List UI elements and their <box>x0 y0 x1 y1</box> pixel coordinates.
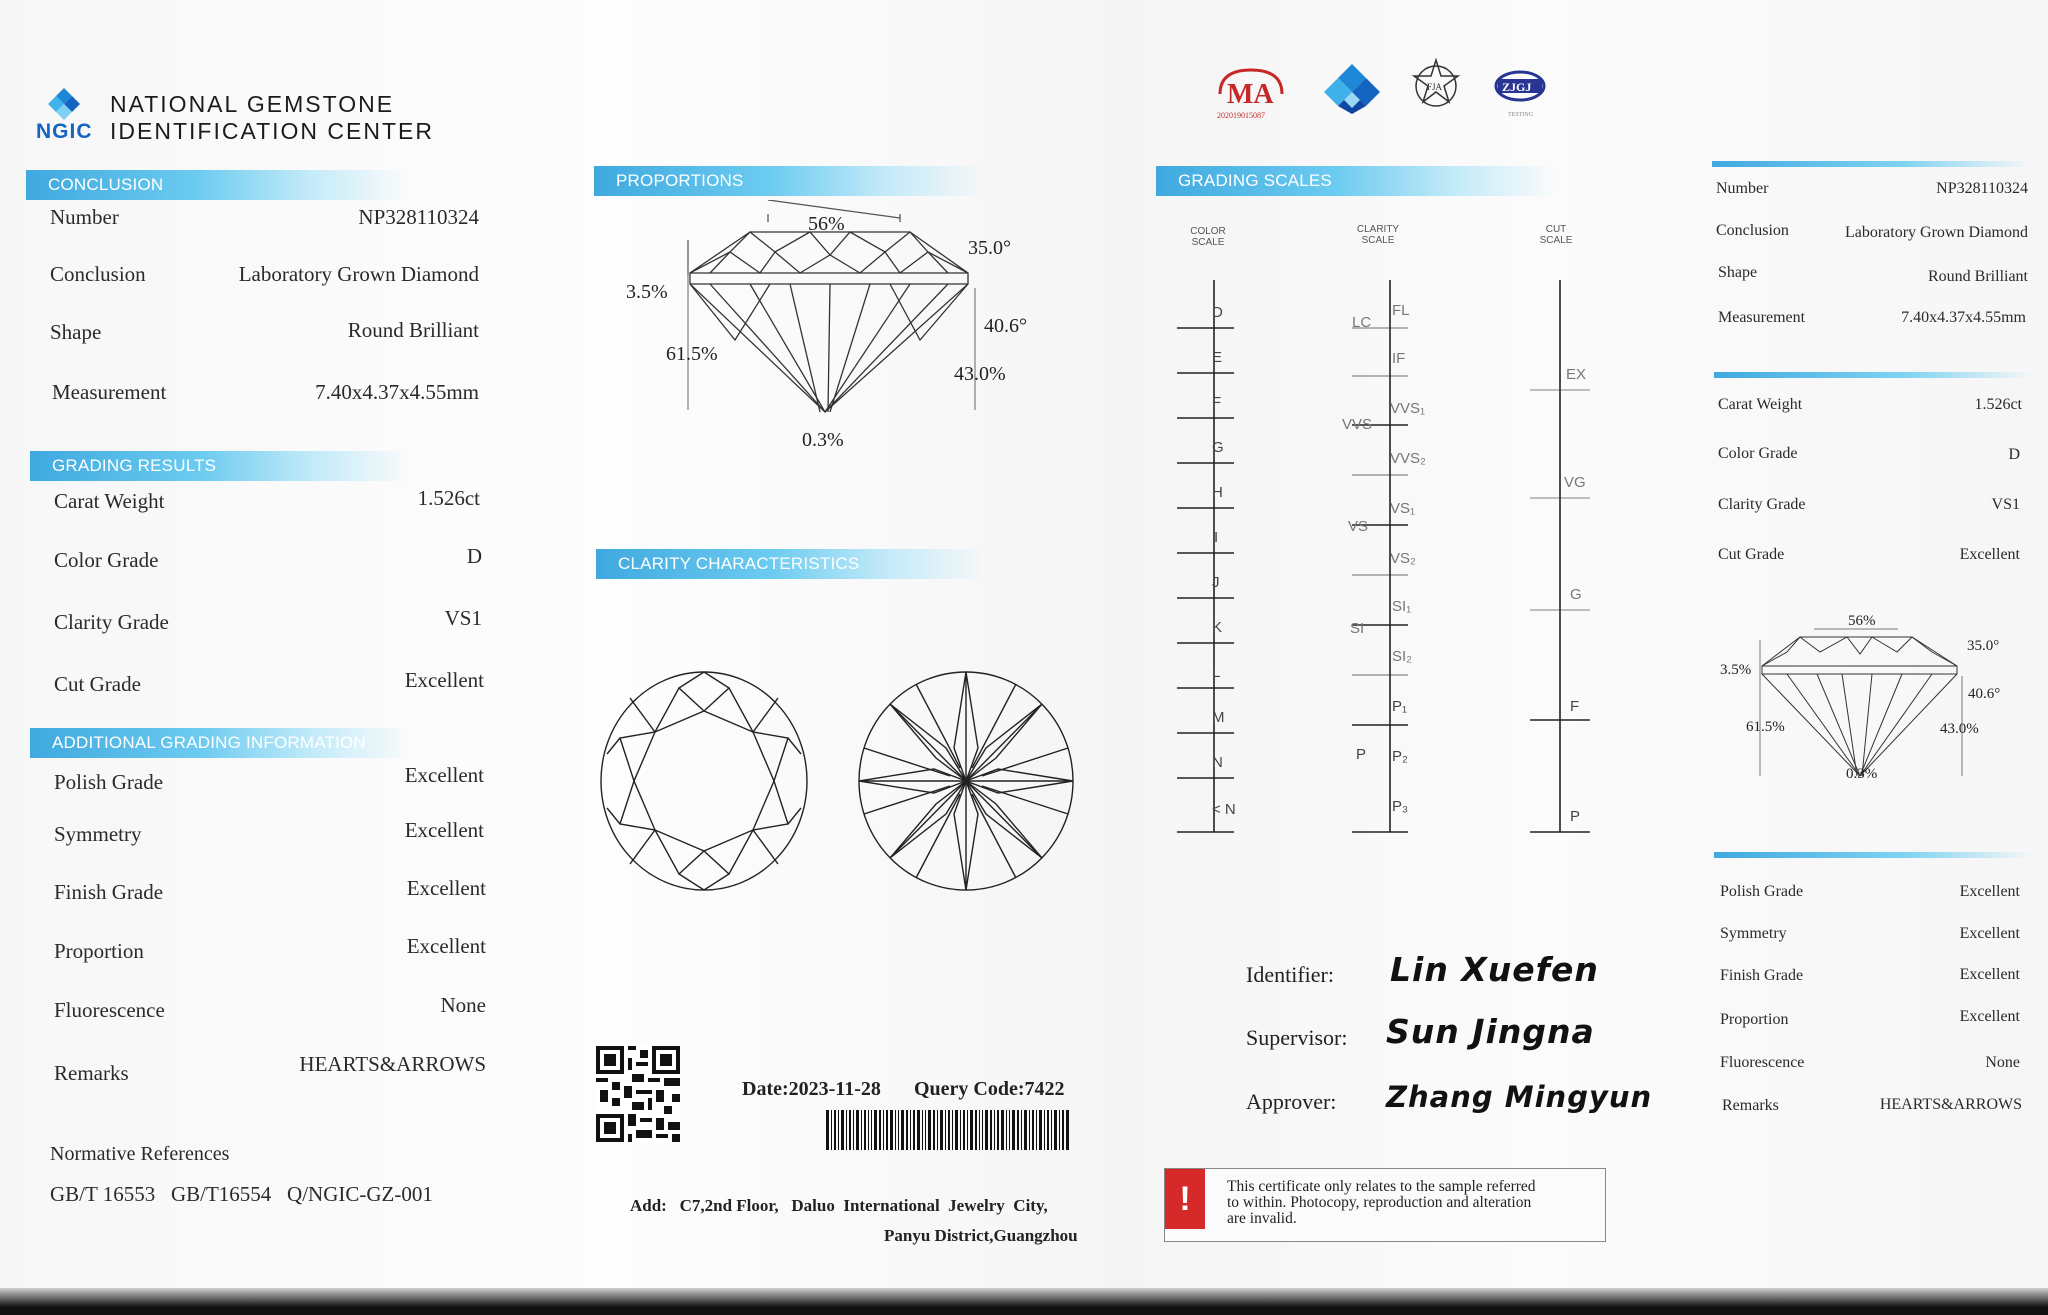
summary-value-conclusion: Laboratory Grown Diamond <box>1844 224 2028 241</box>
summary-value-color-grade: D <box>2008 446 2020 463</box>
clarity-group-vs: VS <box>1348 518 1369 535</box>
cut-p: P <box>1570 808 1581 825</box>
zjgj-sub: TESTING <box>1508 112 1533 118</box>
summary-prop-pavilion-angle: 40.6° <box>1968 686 2001 702</box>
summary-divider-1 <box>1712 161 2030 167</box>
approver-label: Approver: <box>1246 1089 1337 1114</box>
page-edge-shadow <box>0 1288 2048 1315</box>
crown-view-plot <box>598 668 810 894</box>
ngic-logo <box>42 86 86 122</box>
label-color-grade: Color Grade <box>54 548 159 572</box>
summary-label-shape: Shape <box>1718 264 1758 281</box>
summary-value-number: NP328110324 <box>1936 180 2028 197</box>
color-below-n: < N <box>1212 801 1236 818</box>
zjgj-logo <box>1490 64 1550 124</box>
value-proportion: Excellent <box>406 934 486 958</box>
cut-ex: EX <box>1566 366 1587 383</box>
normative-title: Normative References <box>50 1143 230 1165</box>
color-g: G <box>1212 439 1224 456</box>
zjgj-testing-icon <box>1490 64 1550 124</box>
summary-label-number: Number <box>1716 180 1769 197</box>
address-line2: Panyu District,Guangzhou <box>884 1226 1078 1245</box>
ngic-seal-logo <box>1320 62 1384 116</box>
color-d: D <box>1212 304 1223 321</box>
cut-scale <box>1528 280 1592 836</box>
warning-icon: ! <box>1165 1169 1205 1229</box>
fja-star-icon <box>1410 58 1462 112</box>
prop-crown-angle: 35.0° <box>968 237 1011 259</box>
value-shape: Round Brilliant <box>347 318 479 342</box>
center-name-line1: NATIONAL GEMSTONE <box>110 91 395 117</box>
diamond-seal-icon <box>1320 62 1384 116</box>
warning-line2: to within. Photocopy, reproduction and alteration <box>1227 1194 1532 1211</box>
approver-signature: Zhang Mingyun <box>1386 1080 1653 1114</box>
summary-label-carat-weight: Carat Weight <box>1718 396 1803 413</box>
summary-label-polish-grade: Polish Grade <box>1720 883 1804 900</box>
summary-prop-culet: 0.3% <box>1846 766 1878 782</box>
clarity-si1: SI₁ <box>1392 598 1412 615</box>
value-number: NP328110324 <box>358 205 479 229</box>
query-code: Query Code:7422 <box>914 1078 1065 1100</box>
value-cut-grade: Excellent <box>404 668 484 692</box>
summary-label-conclusion: Conclusion <box>1716 222 1789 239</box>
summary-value-finish-grade: Excellent <box>1959 966 2020 983</box>
label-clarity-grade: Clarity Grade <box>54 610 169 634</box>
clarity-p1: P₁ <box>1392 698 1408 715</box>
summary-label-measurement: Measurement <box>1718 309 1806 326</box>
section-grading-scales: GRADING SCALES <box>1156 166 1556 196</box>
summary-label-finish-grade: Finish Grade <box>1720 967 1804 984</box>
ngic-abbr: NGIC <box>36 120 93 143</box>
summary-value-carat-weight: 1.526ct <box>1974 396 2022 413</box>
identifier-signature: Lin Xuefen <box>1390 950 1599 989</box>
cma-seal-icon <box>1214 64 1288 122</box>
label-polish-grade: Polish Grade <box>54 770 164 794</box>
clarity-vvs1: VVS₁ <box>1390 400 1426 417</box>
cma-text: MA <box>1227 79 1274 110</box>
color-l: L <box>1212 664 1221 681</box>
label-fluorescence: Fluorescence <box>54 998 165 1022</box>
clarity-group-lc: LC <box>1352 314 1372 331</box>
summary-label-proportion: Proportion <box>1720 1011 1789 1028</box>
identifier-label: Identifier: <box>1246 962 1334 987</box>
summary-prop-total-depth: 61.5% <box>1746 719 1785 735</box>
value-conclusion: Laboratory Grown Diamond <box>238 262 479 286</box>
clarity-p3: P₃ <box>1392 798 1409 815</box>
summary-value-measurement: 7.40x4.37x4.55mm <box>1901 309 2026 326</box>
summary-value-cut-grade: Excellent <box>1959 546 2020 563</box>
summary-value-remarks: HEARTS&ARROWS <box>1879 1096 2022 1113</box>
clarity-si2: SI₂ <box>1392 648 1412 665</box>
value-remarks: HEARTS&ARROWS <box>299 1052 486 1076</box>
qr-code[interactable] <box>596 1046 680 1142</box>
barcode[interactable] <box>826 1110 1070 1150</box>
value-measurement: 7.40x4.37x4.55mm <box>315 380 479 404</box>
color-k: K <box>1212 619 1223 636</box>
cma-number: 202019015087 <box>1217 111 1265 120</box>
color-h: H <box>1212 484 1223 501</box>
label-symmetry: Symmetry <box>54 822 142 846</box>
color-m: M <box>1212 709 1225 726</box>
label-remarks: Remarks <box>54 1061 129 1085</box>
fja-logo <box>1410 58 1462 112</box>
issue-date: Date:2023-11-28 <box>742 1078 881 1100</box>
prop-pavilion-angle: 40.6° <box>984 315 1027 337</box>
section-grading-results: GRADING RESULTS <box>30 451 410 481</box>
label-shape: Shape <box>50 320 102 344</box>
label-number: Number <box>50 205 119 229</box>
prop-total-depth: 61.5% <box>666 343 718 365</box>
section-clarity-characteristics: CLARITY CHARACTERISTICS <box>596 549 986 579</box>
label-conclusion: Conclusion <box>50 262 146 286</box>
clarity-fl: FL <box>1392 302 1410 319</box>
cut-f: F <box>1570 698 1580 715</box>
prop-culet: 0.3% <box>802 429 844 451</box>
clarity-p2: P₂ <box>1392 748 1408 765</box>
warning-line1: This certificate only relates to the sample referred <box>1227 1178 1536 1195</box>
section-additional: ADDITIONAL GRADING INFORMATION <box>30 728 410 758</box>
color-n: N <box>1212 754 1223 771</box>
color-f: F <box>1212 394 1222 411</box>
summary-label-clarity-grade: Clarity Grade <box>1718 496 1806 513</box>
summary-value-polish-grade: Excellent <box>1959 883 2020 900</box>
summary-value-proportion: Excellent <box>1959 1008 2020 1025</box>
summary-divider-3 <box>1714 852 2032 858</box>
summary-value-clarity-grade: VS1 <box>1991 496 2020 513</box>
summary-prop-table: 56% <box>1848 613 1876 629</box>
pavilion-view-plot <box>856 668 1076 894</box>
summary-label-remarks: Remarks <box>1722 1097 1779 1114</box>
clarity-if: IF <box>1392 350 1406 367</box>
prop-pavilion-depth: 43.0% <box>954 363 1006 385</box>
summary-prop-pavilion-depth: 43.0% <box>1940 721 1979 737</box>
prop-table: 56% <box>808 213 845 235</box>
label-cut-grade: Cut Grade <box>54 672 141 696</box>
clarity-group-si: SI <box>1350 620 1365 637</box>
summary-value-symmetry: Excellent <box>1959 925 2020 942</box>
section-conclusion: CONCLUSION <box>26 170 406 200</box>
warning-box <box>1164 1168 1606 1242</box>
cut-vg: VG <box>1564 474 1586 491</box>
value-polish-grade: Excellent <box>404 763 484 787</box>
clarity-scale-title: CLARITY SCALE <box>1356 224 1400 246</box>
prop-crown-height: 3.5% <box>626 281 668 303</box>
summary-prop-crown-height: 3.5% <box>1720 662 1752 678</box>
color-e: E <box>1212 349 1223 366</box>
address-line1: Add: C7,2nd Floor, Daluo International Jewelry City, <box>630 1196 1048 1215</box>
cma-logo <box>1214 64 1288 122</box>
proportions-diagram <box>610 200 1060 460</box>
summary-label-color-grade: Color Grade <box>1718 445 1798 462</box>
clarity-group-vvs: VVS <box>1342 416 1373 433</box>
value-symmetry: Excellent <box>404 818 484 842</box>
summary-label-fluorescence: Fluorescence <box>1720 1054 1805 1071</box>
supervisor-signature: Sun Jingna <box>1386 1012 1595 1051</box>
label-proportion: Proportion <box>54 939 144 963</box>
summary-divider-2 <box>1714 372 2032 378</box>
clarity-vvs2: VVS₂ <box>1390 450 1426 467</box>
fja-text: FJA <box>1427 82 1443 92</box>
summary-value-fluorescence: None <box>1985 1054 2020 1071</box>
color-scale <box>1174 280 1234 836</box>
clarity-group-p: P <box>1356 746 1367 763</box>
section-proportions: PROPORTIONS <box>594 166 984 196</box>
value-clarity-grade: VS1 <box>444 606 482 630</box>
value-color-grade: D <box>466 544 482 568</box>
normative-value: GB/T 16553 GB/T16554 Q/NGIC-GZ-001 <box>50 1182 433 1206</box>
warning-line3: are invalid. <box>1227 1210 1297 1227</box>
summary-prop-crown-angle: 35.0° <box>1967 638 2000 654</box>
summary-label-symmetry: Symmetry <box>1720 925 1787 942</box>
value-finish-grade: Excellent <box>406 876 486 900</box>
summary-label-cut-grade: Cut Grade <box>1718 546 1785 563</box>
cut-g: G <box>1570 586 1582 603</box>
value-fluorescence: None <box>440 993 486 1017</box>
supervisor-label: Supervisor: <box>1246 1025 1348 1050</box>
label-carat-weight: Carat Weight <box>54 489 165 513</box>
clarity-vs2: VS₂ <box>1390 550 1416 567</box>
color-j: J <box>1212 574 1220 591</box>
center-name-line2: IDENTIFICATION CENTER <box>110 118 434 144</box>
clarity-vs1: VS₁ <box>1390 500 1416 517</box>
zjgj-text: ZJGJ <box>1502 80 1532 94</box>
color-scale-title: COLOR SCALE <box>1190 226 1226 248</box>
diamond-logo-icon <box>42 86 86 122</box>
summary-proportions-diagram <box>1712 604 2012 784</box>
summary-value-shape: Round Brilliant <box>1928 268 2028 285</box>
color-i: I <box>1214 529 1219 546</box>
cut-scale-title: CUT SCALE <box>1539 224 1573 246</box>
value-carat-weight: 1.526ct <box>417 486 480 510</box>
label-finish-grade: Finish Grade <box>54 880 164 904</box>
label-measurement: Measurement <box>52 380 167 404</box>
